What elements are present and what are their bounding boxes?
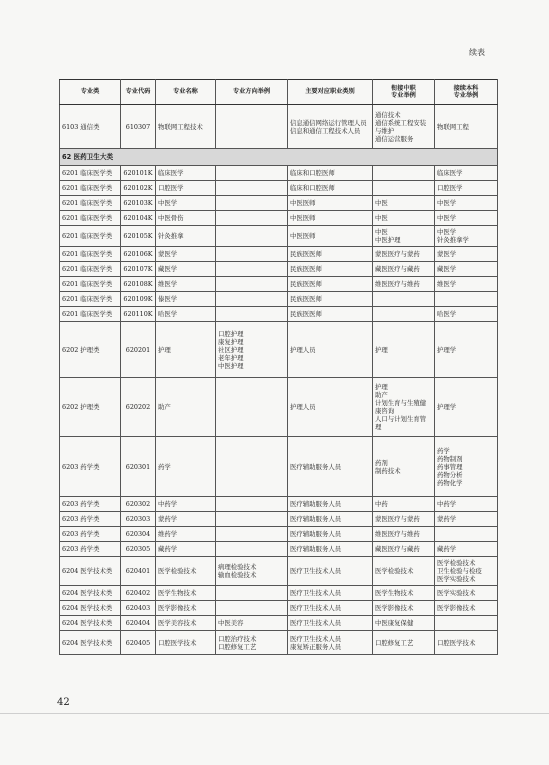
- cell-code: 620108K: [121, 277, 156, 292]
- header-secondary-link: 衔接中职 专业举例: [373, 80, 435, 105]
- cell-direction: [216, 378, 288, 437]
- cell-code: 620302: [121, 497, 156, 512]
- cell-code: 620106K: [121, 247, 156, 262]
- header-direction: 专业方向举例: [216, 80, 288, 105]
- table-row: [60, 181, 498, 196]
- table-row: [60, 378, 498, 437]
- cell-bachelor: [435, 616, 498, 631]
- cell-bachelor: 藏药学: [435, 542, 498, 557]
- cell-secondary: [373, 307, 435, 322]
- cell-name: 医学美容技术: [156, 616, 216, 631]
- cell-secondary: 护理: [373, 322, 435, 378]
- cell-direction: [216, 262, 288, 277]
- table-row: [60, 527, 498, 542]
- cell-secondary: 藏医医疗与藏药: [373, 262, 435, 277]
- cell-direction: [216, 181, 288, 196]
- cell-bachelor: 护理学: [435, 378, 498, 437]
- section-row: [60, 149, 498, 166]
- cell-occupation: 医疗辅助服务人员: [288, 512, 373, 527]
- cell-direction: 中医美容: [216, 616, 288, 631]
- cell-occupation: 临床和口腔医师: [288, 166, 373, 181]
- cell-bachelor: 临床医学: [435, 166, 498, 181]
- cell-direction: 口腔护理 康复护理 社区护理 老年护理 中医护理: [216, 322, 288, 378]
- cell-bachelor: 蒙医学: [435, 247, 498, 262]
- cell-direction: [216, 497, 288, 512]
- table-row: [60, 166, 498, 181]
- cell-occupation: 医疗辅助服务人员: [288, 497, 373, 512]
- cell-name: 医学生物技术: [156, 586, 216, 601]
- cell-secondary: 中医康复保健: [373, 616, 435, 631]
- cell-category: 6201 临床医学类: [60, 277, 121, 292]
- cell-direction: [216, 277, 288, 292]
- cell-bachelor: 医学影像技术: [435, 601, 498, 616]
- cell-bachelor: 藏医学: [435, 262, 498, 277]
- header-occupation: 主要对应职业类别: [288, 80, 373, 105]
- cell-direction: 病理检验技术 输血检验技术: [216, 557, 288, 586]
- cell-bachelor: 蒙药学: [435, 512, 498, 527]
- cell-code: 620102K: [121, 181, 156, 196]
- cell-code: 620110K: [121, 307, 156, 322]
- cell-occupation: 医疗卫生技术人员 康复矫正服务人员: [288, 631, 373, 655]
- cell-bachelor: 中药学: [435, 497, 498, 512]
- cell-category: 6203 药学类: [60, 437, 121, 497]
- table-header-row: [60, 80, 498, 105]
- cell-bachelor: 口腔医学技术: [435, 631, 498, 655]
- cell-secondary: 维医医疗与维药: [373, 277, 435, 292]
- cell-secondary: [373, 166, 435, 181]
- header-bachelor-link: 接续本科 专业举例: [435, 80, 498, 105]
- cell-code: 620109K: [121, 292, 156, 307]
- cell-name: 维药学: [156, 527, 216, 542]
- cell-direction: 口腔治疗技术 口腔修复工艺: [216, 631, 288, 655]
- cell-name: 针灸推拿: [156, 226, 216, 247]
- cell-occupation: 民族医医师: [288, 262, 373, 277]
- cell-code: 620202: [121, 378, 156, 437]
- cell-category: 6203 药学类: [60, 512, 121, 527]
- cell-name: 护理: [156, 322, 216, 378]
- cell-code: 620305: [121, 542, 156, 557]
- cell-occupation: 临床和口腔医师: [288, 181, 373, 196]
- cell-occupation: 医疗辅助服务人员: [288, 437, 373, 497]
- cell-direction: [216, 211, 288, 226]
- cell-name: 藏医学: [156, 262, 216, 277]
- cell-secondary: 医学生物技术: [373, 586, 435, 601]
- cell-code: 620403: [121, 601, 156, 616]
- cell-name: 中医骨伤: [156, 211, 216, 226]
- cell-code: 620201: [121, 322, 156, 378]
- cell-category: 6204 医学技术类: [60, 557, 121, 586]
- cell-direction: [216, 226, 288, 247]
- cell-secondary: 医学检验技术: [373, 557, 435, 586]
- cell-occupation: 中医医师: [288, 196, 373, 211]
- table-row: [60, 247, 498, 262]
- cell-secondary: 中医: [373, 211, 435, 226]
- continued-label: 续表: [469, 48, 485, 57]
- cell-secondary: 中医 中医护理: [373, 226, 435, 247]
- cell-secondary: [373, 292, 435, 307]
- cell-code: 620405: [121, 631, 156, 655]
- cell-bachelor: [435, 292, 498, 307]
- cell-category: 6204 医学技术类: [60, 616, 121, 631]
- cell-name: 医学影像技术: [156, 601, 216, 616]
- cell-occupation: 民族医医师: [288, 247, 373, 262]
- cell-secondary: 中药: [373, 497, 435, 512]
- cell-secondary: 医学影像技术: [373, 601, 435, 616]
- cell-bachelor: 中医学: [435, 196, 498, 211]
- cell-category: 6201 临床医学类: [60, 166, 121, 181]
- cell-bachelor: 维医学: [435, 277, 498, 292]
- table-row: [60, 105, 498, 149]
- cell-bachelor: 药学 药物制剂 药事管理 药物分析 药物化学: [435, 437, 498, 497]
- cell-category: 6201 临床医学类: [60, 247, 121, 262]
- cell-occupation: 医疗卫生技术人员: [288, 601, 373, 616]
- cell-direction: [216, 307, 288, 322]
- cell-occupation: 医疗辅助服务人员: [288, 527, 373, 542]
- cell-category: 6204 医学技术类: [60, 601, 121, 616]
- cell-name: 藏药学: [156, 542, 216, 557]
- cell-category: 6201 临床医学类: [60, 226, 121, 247]
- cell-occupation: 医疗辅助服务人员: [288, 542, 373, 557]
- cell-secondary: 藏医医疗与藏药: [373, 542, 435, 557]
- cell-code: 620101K: [121, 166, 156, 181]
- cell-occupation: 护理人员: [288, 322, 373, 378]
- table-row: [60, 307, 498, 322]
- table-row: [60, 196, 498, 211]
- cell-direction: [216, 166, 288, 181]
- cell-secondary: 护理 助产 计划生育与生殖健康咨询 人口与计划生育管理: [373, 378, 435, 437]
- cell-direction: [216, 292, 288, 307]
- cell-occupation: 信息通信网络运行管理人员 信息和通信工程技术人员: [288, 105, 373, 149]
- table-row: [60, 631, 498, 655]
- cell-direction: [216, 196, 288, 211]
- cell-category: 6201 临床医学类: [60, 181, 121, 196]
- table-row: [60, 557, 498, 586]
- cell-category: 6201 临床医学类: [60, 307, 121, 322]
- cell-direction: [216, 586, 288, 601]
- table-row: [60, 542, 498, 557]
- cell-direction: [216, 601, 288, 616]
- cell-code: 620304: [121, 527, 156, 542]
- cell-category: 6203 药学类: [60, 527, 121, 542]
- cell-category: 6203 药学类: [60, 542, 121, 557]
- cell-bachelor: 物联网工程: [435, 105, 498, 149]
- cell-name: 临床医学: [156, 166, 216, 181]
- page-number: 42: [57, 697, 70, 708]
- cell-name: 口腔医学: [156, 181, 216, 196]
- cell-category: 6204 医学技术类: [60, 586, 121, 601]
- cell-name: 中药学: [156, 497, 216, 512]
- cell-occupation: 中医医师: [288, 211, 373, 226]
- cell-code: 620107K: [121, 262, 156, 277]
- cell-code: 620105K: [121, 226, 156, 247]
- header-category: 专业类: [60, 80, 121, 105]
- cell-name: 医学检验技术: [156, 557, 216, 586]
- table-row: [60, 211, 498, 226]
- cell-occupation: 医疗卫生技术人员: [288, 616, 373, 631]
- cell-category: 6204 医学技术类: [60, 631, 121, 655]
- table-row: [60, 586, 498, 601]
- cell-secondary: 维医医疗与维药: [373, 527, 435, 542]
- cell-code: 620402: [121, 586, 156, 601]
- cell-secondary: 蒙医医疗与蒙药: [373, 512, 435, 527]
- cell-category: 6201 临床医学类: [60, 196, 121, 211]
- cell-category: 6103 通信类: [60, 105, 121, 149]
- section-title: 62 医药卫生大类: [60, 149, 498, 166]
- cell-name: 傣医学: [156, 292, 216, 307]
- cell-occupation: 民族医医师: [288, 307, 373, 322]
- table-body: [60, 166, 498, 655]
- cell-bachelor: 护理学: [435, 322, 498, 378]
- cell-secondary: [373, 181, 435, 196]
- cell-category: 6201 临床医学类: [60, 211, 121, 226]
- cell-bachelor: 口腔医学: [435, 181, 498, 196]
- cell-occupation: 民族医医师: [288, 277, 373, 292]
- cell-direction: [216, 512, 288, 527]
- cell-name: 哈医学: [156, 307, 216, 322]
- cell-occupation: 中医医师: [288, 226, 373, 247]
- table-row: [60, 437, 498, 497]
- cell-code: 620401: [121, 557, 156, 586]
- cell-name: 药学: [156, 437, 216, 497]
- cell-name: 维医学: [156, 277, 216, 292]
- cell-code: 620103K: [121, 196, 156, 211]
- cell-category: 6201 临床医学类: [60, 292, 121, 307]
- cell-category: 6201 临床医学类: [60, 262, 121, 277]
- cell-name: 蒙医学: [156, 247, 216, 262]
- cell-category: 6203 药学类: [60, 497, 121, 512]
- header-name: 专业名称: [156, 80, 216, 105]
- cell-name: 中医学: [156, 196, 216, 211]
- cell-code: 620404: [121, 616, 156, 631]
- cell-secondary: 蒙医医疗与蒙药: [373, 247, 435, 262]
- table-row: [60, 512, 498, 527]
- cell-bachelor: [435, 527, 498, 542]
- cell-name: 物联网工程技术: [156, 105, 216, 149]
- table-row: [60, 497, 498, 512]
- cell-occupation: 医疗卫生技术人员: [288, 586, 373, 601]
- major-catalog-table: [59, 79, 498, 655]
- table-row: [60, 322, 498, 378]
- cell-bachelor: 医学检验技术 卫生检验与检疫 医学实验技术: [435, 557, 498, 586]
- cell-code: 620303: [121, 512, 156, 527]
- table-row: [60, 277, 498, 292]
- cell-name: 口腔医学技术: [156, 631, 216, 655]
- cell-direction: [216, 542, 288, 557]
- table-row: [60, 292, 498, 307]
- cell-name: 助产: [156, 378, 216, 437]
- cell-occupation: 民族医医师: [288, 292, 373, 307]
- cell-name: 蒙药学: [156, 512, 216, 527]
- cell-bachelor: 医学实验技术: [435, 586, 498, 601]
- table-row: [60, 601, 498, 616]
- footer-divider: [0, 713, 549, 714]
- cell-occupation: 医疗卫生技术人员: [288, 557, 373, 586]
- table-row: [60, 262, 498, 277]
- cell-direction: [216, 527, 288, 542]
- cell-code: 620301: [121, 437, 156, 497]
- cell-code: 610307: [121, 105, 156, 149]
- cell-category: 6202 护理类: [60, 322, 121, 378]
- cell-code: 620104K: [121, 211, 156, 226]
- table-row: [60, 616, 498, 631]
- cell-bachelor: 中医学: [435, 211, 498, 226]
- cell-direction: [216, 247, 288, 262]
- table-row: [60, 226, 498, 247]
- cell-secondary: 中医: [373, 196, 435, 211]
- cell-direction: [216, 105, 288, 149]
- cell-direction: [216, 437, 288, 497]
- cell-secondary: 通信技术 通信系统工程安装与维护 通信运营服务: [373, 105, 435, 149]
- header-code: 专业代码: [121, 80, 156, 105]
- cell-secondary: 口腔修复工艺: [373, 631, 435, 655]
- cell-secondary: 药剂 制药技术: [373, 437, 435, 497]
- cell-occupation: 护理人员: [288, 378, 373, 437]
- cell-bachelor: 中医学 针灸推拿学: [435, 226, 498, 247]
- cell-bachelor: 哈医学: [435, 307, 498, 322]
- cell-category: 6202 护理类: [60, 378, 121, 437]
